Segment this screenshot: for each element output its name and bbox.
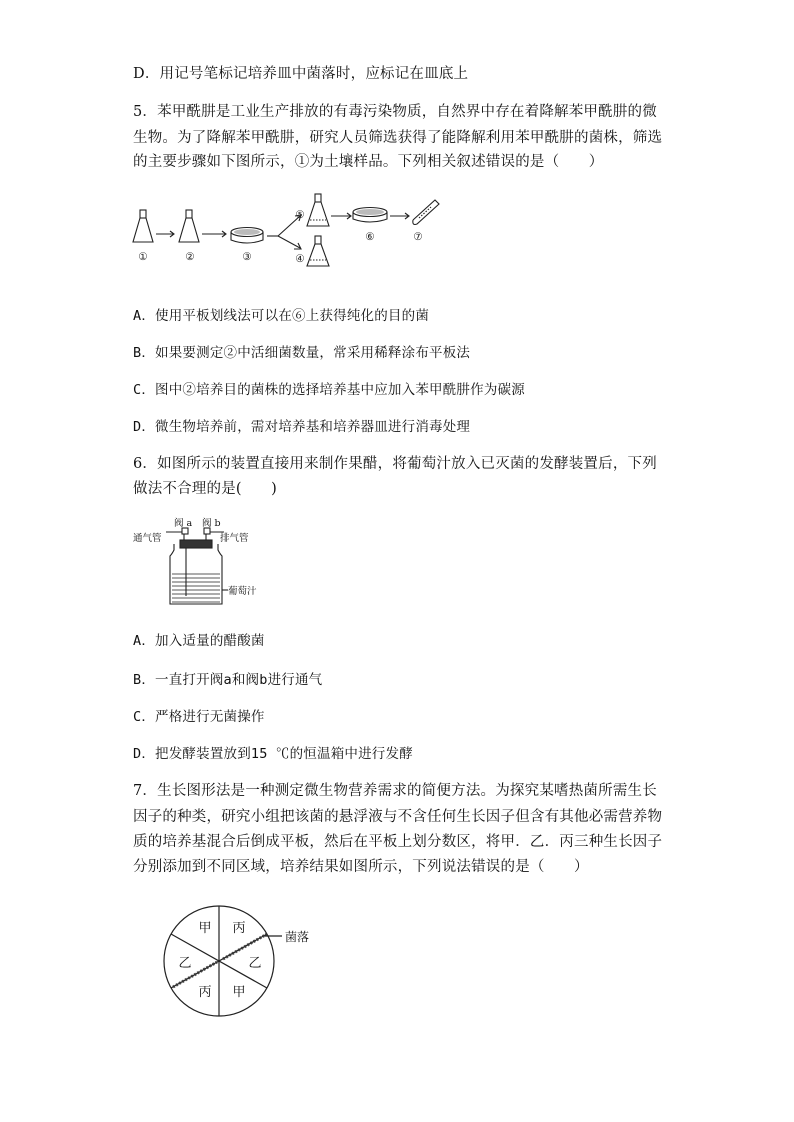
sector-label: 甲 <box>232 985 246 1000</box>
q5-option-c: C．图中②培养目的菌株的选择培养基中应加入苯甲酰肼作为碳源 <box>133 382 525 398</box>
q5-screening-diagram <box>128 190 448 268</box>
petri-dish-icon <box>353 208 387 223</box>
sector-label: 甲 <box>198 921 212 936</box>
q5-option-a: A．使用平板划线法可以在⑥上获得纯化的目的菌 <box>133 308 430 324</box>
sector-label: 丙 <box>232 921 246 936</box>
petri-dish-icon <box>231 228 263 244</box>
sector-label: 乙 <box>178 956 192 971</box>
q6-option-a: A．加入适量的醋酸菌 <box>133 633 265 649</box>
test-tube-icon <box>413 200 439 225</box>
q6-stem-line-1: 6．如图所示的装置直接用来制作果醋，将葡萄汁放入已灭菌的发酵装置后，下列 <box>133 456 657 472</box>
sector-label: 乙 <box>248 956 262 971</box>
q7-plate-diagram <box>155 905 335 1020</box>
label-3: ③ <box>242 251 252 263</box>
label-5: ⑤ <box>295 209 305 221</box>
label-inlet: 通气管 <box>133 533 162 544</box>
q5-stem-line-1: 5．苯甲酰肼是工业生产排放的有毒污染物质，自然界中存在着降解苯甲酰肼的微 <box>133 104 657 120</box>
q5-option-d: D．微生物培养前，需对培养基和培养器皿进行消毒处理 <box>133 419 471 435</box>
label-valve-a: 阀 a <box>174 518 193 529</box>
q4-option-d: D．用记号笔标记培养皿中菌落时，应标记在皿底上 <box>133 66 469 82</box>
label-2: ② <box>185 251 195 263</box>
label-6: ⑥ <box>365 231 375 243</box>
q7-stem-line-4: 分别添加到不同区域，培养结果如图所示，下列说法错误的是（ ） <box>133 859 589 875</box>
flask-icon <box>307 194 329 226</box>
q5-option-b: B．如果要测定②中活细菌数量，常采用稀释涂布平板法 <box>133 345 471 361</box>
label-7: ⑦ <box>413 231 423 243</box>
flask-icon <box>179 210 199 242</box>
flask-icon <box>307 236 329 266</box>
q7-stem-line-1: 7．生长图形法是一种测定微生物营养需求的简便方法。为探究某嗜热菌所需生长 <box>133 783 657 799</box>
label-colony: 菌落 <box>285 930 310 944</box>
label-1: ① <box>138 251 148 263</box>
label-4: ④ <box>295 253 305 265</box>
q7-stem-line-3: 质的培养基混合后倒成平板，然后在平板上划分数区，将甲．乙．丙三种生长因子 <box>133 834 663 850</box>
flask-icon <box>133 210 153 242</box>
q5-stem-line-2: 生物。为了降解苯甲酰肼，研究人员筛选获得了能降解利用苯甲酰肼的菌株，筛选 <box>133 130 663 146</box>
label-valve-b: 阀 b <box>202 518 221 529</box>
label-outlet: 排气管 <box>220 533 249 544</box>
q7-stem-line-2: 因子的种类，研究小组把该菌的悬浮液与不含任何生长因子但含有其他必需营养物 <box>133 809 663 825</box>
label-juice: 葡萄汁 <box>228 586 257 597</box>
q6-option-b: B．一直打开阀a和阀b进行通气 <box>133 672 323 688</box>
q6-fermenter-diagram <box>132 518 257 610</box>
q5-stem-line-3: 的主要步骤如下图所示，①为土壤样品。下列相关叙述错误的是（ ） <box>133 154 604 170</box>
q6-stem-line-2: 做法不合理的是( ) <box>133 481 278 497</box>
q6-option-c: C．严格进行无菌操作 <box>133 709 265 725</box>
q6-option-d: D．把发酵装置放到15 ℃的恒温箱中进行发酵 <box>133 746 413 762</box>
sector-label: 丙 <box>198 985 212 1000</box>
